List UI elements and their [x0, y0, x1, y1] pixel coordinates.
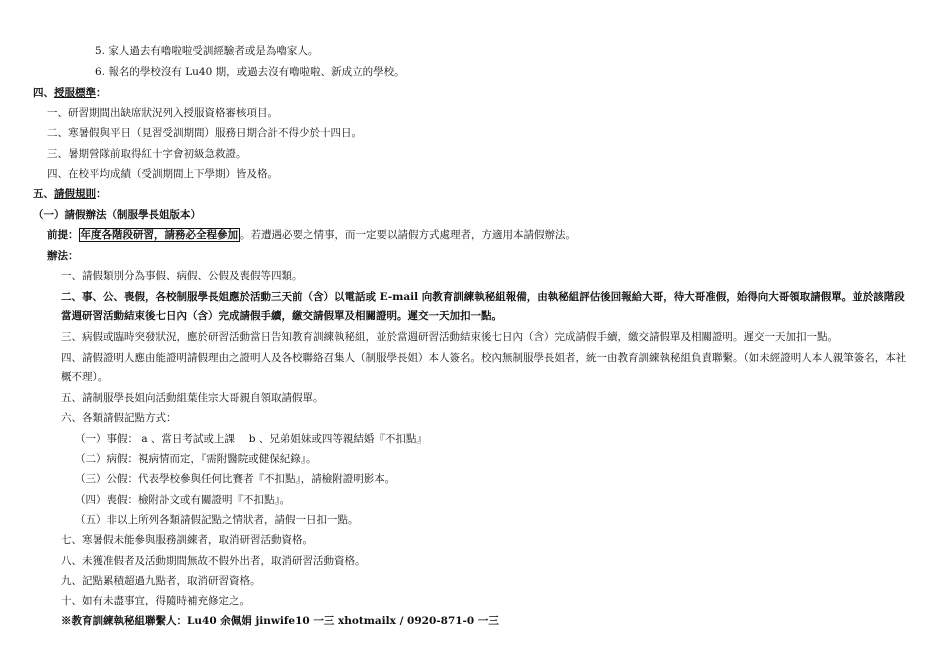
premise-rest: 。若遭遇必要之情事，而一定要以請假方式處理者，方適用本請假辦法。: [240, 229, 576, 241]
leave-rule-6: 六、各類請假記點方式：: [61, 412, 177, 424]
contact-line: ※教育訓練執秘組聯繫人：Lu40 余佩娟 jinwife10 一三 xhotmailx / 0920-871-0 一三: [61, 615, 499, 627]
section-4-item-3: 三、暑期營隊前取得紅十字會初級急救證。: [47, 148, 247, 160]
leave-rule-1: 一、請假類別分為事假、病假、公假及喪假等四類。: [61, 270, 303, 282]
leave-type-bereavement: （四）喪假：檢附訃文或有關證明『不扣點』。: [75, 494, 291, 506]
leave-rule-5: 五、請制服學長姐向活動組葉佳宗大哥親自領取請假單。: [61, 392, 324, 404]
section-5-heading: [33, 187, 107, 201]
leave-rule-10: 十、如有未盡事宜，得隨時補充修定之。: [61, 595, 250, 607]
section-4-prefix: 四、: [33, 87, 54, 99]
method-label: 辦法：: [47, 250, 79, 262]
section-4-item-1: 一、研習期間出缺席狀況列入授服資格審核項目。: [47, 107, 278, 119]
leave-method-subheading: （一）請假辦法（制服學長姐版本）: [33, 209, 201, 221]
section-4-item-4: 四、在校平均成績（受訓期間上下學期）皆及格。: [47, 168, 278, 180]
leave-rule-4: 四、請假證明人應由能證明請假理由之證明人及各校聯絡召集人（制服學長姐）本人簽名。校內無制服學長姐者，統一由教育訓練執秘組負責聯繫。（如未經證明人本人親筆簽名，本社概不理）。: [61, 352, 907, 383]
leave-type-personal: （一）事假： a 、當日考試或上課 b 、兄弟姐妹或四等親結婚『不扣點』: [75, 433, 427, 445]
leave-rule-9: 九、記點累積超過九點者，取消研習資格。: [61, 575, 261, 587]
leave-type-other: （五）非以上所列各類請假記點之情狀者，請假一日扣一點。: [75, 514, 359, 526]
section-4-title: 授服標準: [54, 87, 96, 99]
leave-type-official: （三）公假：代表學校參與任何比賽者『不扣點』，請檢附證明影本。: [75, 473, 396, 485]
premise-label: 前提：: [47, 229, 79, 241]
section-5-colon: ：: [96, 188, 107, 200]
section-5-title: 請假規則: [54, 188, 96, 200]
premise-highlight-box: 年度各階段研習，請務必全程參加: [80, 229, 238, 241]
leave-rule-8: 八、未獲准假者及活動期間無故不假外出者，取消研習活動資格。: [61, 555, 366, 567]
leave-rule-2: 二、事、公、喪假，各校制服學長姐應於活動三天前（含）以電話或 E-mail 向教育訓練執秘組報備，由執秘組評估後回報給大哥，待大哥准假，始得向大哥領取請假單。並於該階段當週研習活動結束後七日內（含）完成請假手續，繳交請假單及相關證明。遲交一天加扣一點。: [61, 291, 905, 322]
criterion-6: 6. 報名的學校沒有 Lu40 期，或過去沒有嚕啦啦、新成立的學校。: [95, 66, 405, 78]
leave-type-sick: （二）病假：視病情而定，『需附醫院或健保紀錄』。: [75, 453, 317, 465]
leave-rule-7: 七、寒暑假未能參與服務訓練者，取消研習活動資格。: [61, 534, 313, 546]
criterion-5: 5. 家人過去有嚕啦啦受訓經驗者或是為嚕家人。: [95, 45, 319, 57]
section-5-prefix: 五、: [33, 188, 54, 200]
premise-line: [47, 228, 576, 242]
section-4-heading: [33, 86, 107, 100]
leave-rule-3: 三、病假或臨時突發狀況，應於研習活動當日告知教育訓練執秘組，並於當週研習活動結束後七日內（含）完成請假手續，繳交請假單及相關證明。遲交一天加扣一點。: [61, 331, 838, 343]
section-4-item-2: 二、寒暑假與平日（見習受訓期間）服務日期合計不得少於十四日。: [47, 127, 362, 139]
section-4-colon: ：: [96, 87, 107, 99]
